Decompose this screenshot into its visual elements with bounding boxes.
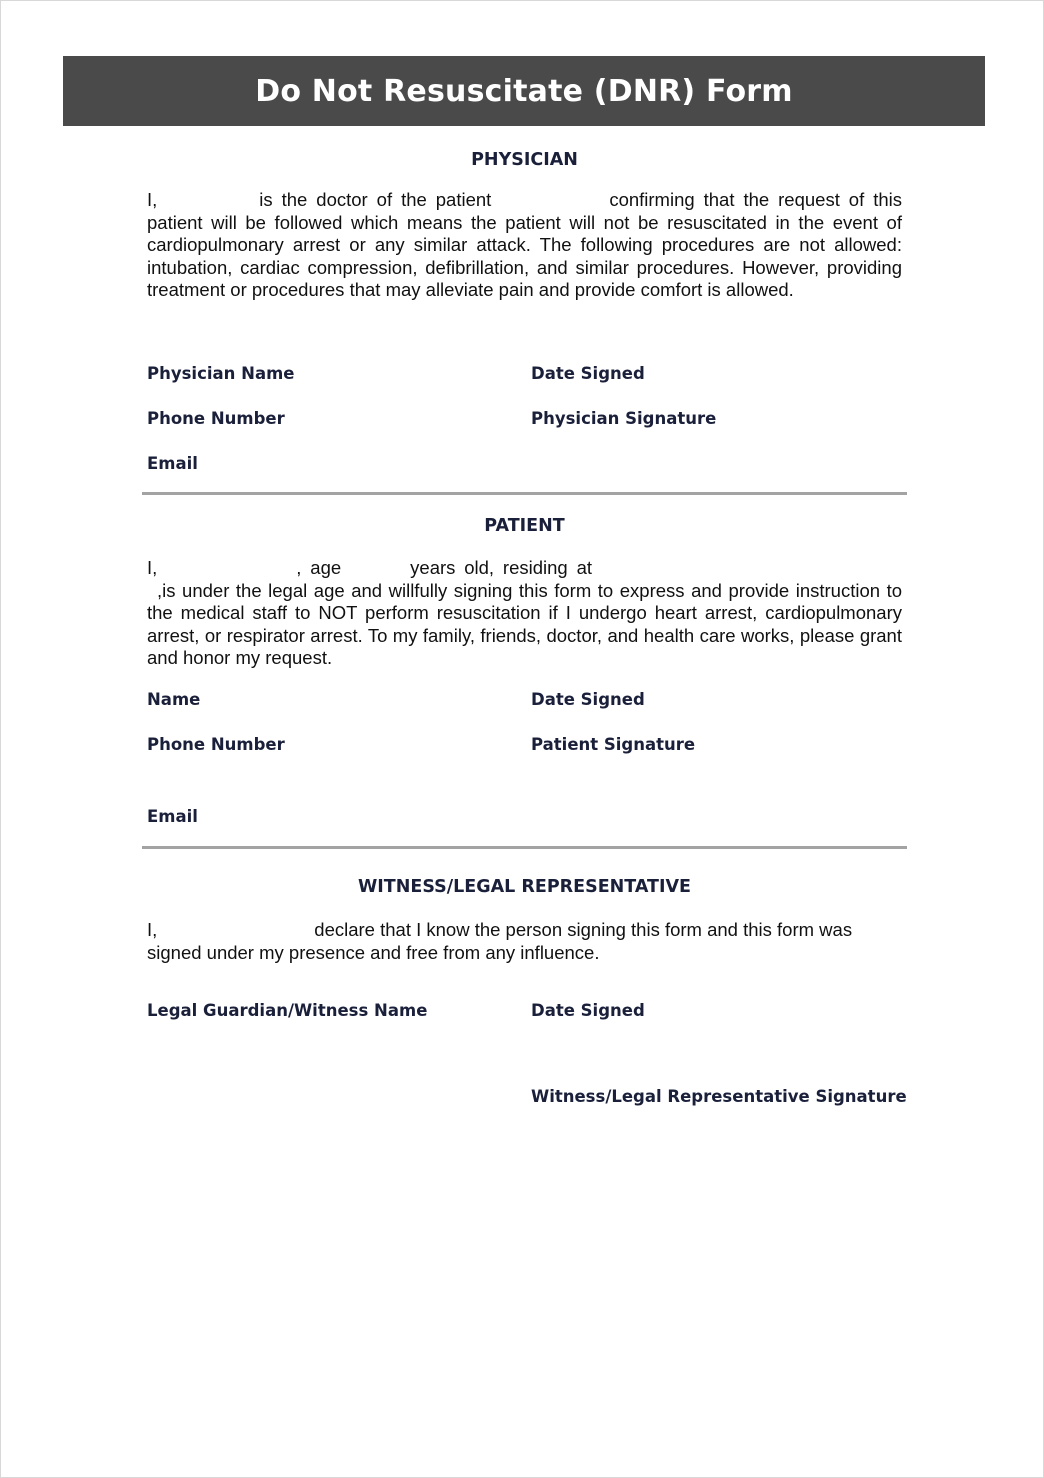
physician-text-rest: patient will be followed which means the patient will not be resuscitated in the event of cardiopulmonary arrest or any similar attack. The following procedures are not allowed: intubation, cardiac compression, defibrillation, and similar procedures. However, providing treatment or procedures that may alleviate pain and provide comfort is allowed. (147, 211, 902, 301)
physician-text-after: confirming that the request of this (609, 189, 902, 210)
physician-phone-label: Phone Number (147, 409, 285, 428)
witness-text-rest: declare that I know the person signing this form and this form was signed under my presence and free from any influence. (147, 919, 853, 963)
physician-text-start: I, (147, 189, 158, 210)
patient-text-age: , age (296, 557, 342, 578)
physician-email-label: Email (147, 454, 198, 473)
patient-text-years: years old, residing at (410, 557, 593, 578)
witness-date-signed-label: Date Signed (531, 1001, 645, 1020)
patient-heading: PATIENT (484, 516, 565, 536)
witness-statement (147, 919, 902, 964)
physician-heading: PHYSICIAN (471, 150, 578, 170)
physician-signature-label: Physician Signature (531, 409, 717, 428)
patient-date-signed-label: Date Signed (531, 690, 645, 709)
title-bar (63, 56, 985, 126)
patient-phone-label: Phone Number (147, 735, 285, 754)
witness-signature-label: Witness/Legal Representative Signature (531, 1087, 907, 1106)
physician-date-signed-label: Date Signed (531, 364, 645, 383)
patient-signature-label: Patient Signature (531, 735, 696, 754)
patient-statement (147, 557, 902, 670)
physician-statement (147, 189, 902, 302)
patient-text-rest: ,is under the legal age and willfully signing this form to express and provide instruction to the medical staff to NOT perform resuscitation if I undergo heart arrest, cardiopulmonary arrest, or respirator arrest. To my family, friends, doctor, and health care works, please grant and honor my request. (147, 579, 902, 669)
physician-name-label: Physician Name (147, 364, 295, 383)
section-divider (142, 846, 907, 849)
section-divider (142, 492, 907, 495)
patient-email-label: Email (147, 807, 198, 826)
witness-text-start: I, (147, 919, 158, 940)
witness-heading: WITNESS/LEGAL REPRESENTATIVE (357, 877, 692, 897)
form-title: Do Not Resuscitate (DNR) Form (255, 73, 793, 109)
physician-text-mid: is the doctor of the patient (259, 189, 492, 210)
patient-name-label: Name (147, 690, 201, 709)
patient-text-start: I, (147, 557, 158, 578)
witness-name-label: Legal Guardian/Witness Name (147, 1001, 428, 1020)
